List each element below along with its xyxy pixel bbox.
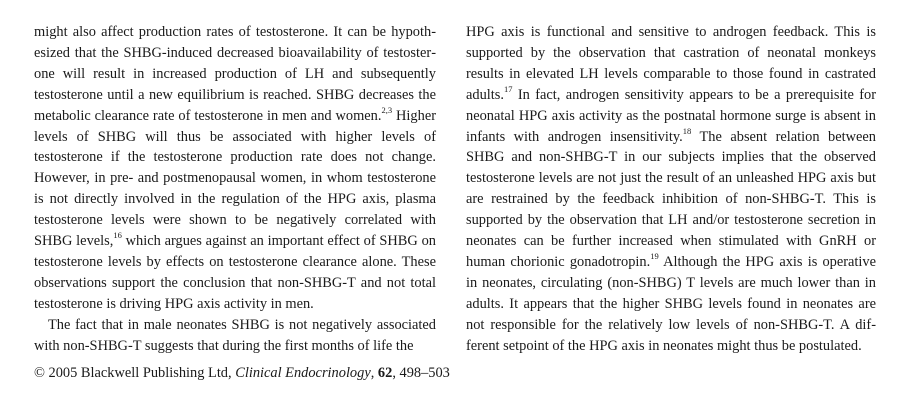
right-column [466, 22, 876, 357]
citation: 17 [503, 83, 513, 94]
body-text: In fact, androgen sensitivity appears to be a prerequisite for neonatal HPG axis activity as the postnatal hormone surge is absent in infants with androgen insensitivity. [466, 86, 876, 145]
body-text: Higher levels of SHBG will thus be associated with higher levels of testosterone if the testosterone production rate does not change. However, in pre- and postmenopausal women, in whom testosterone is not directly involved in the regulation of the HPG axis, plasma testosterone levels were shown to be negatively correlated with SHBG levels, [34, 107, 436, 250]
body-text: which argues against an important effect of SHBG on testosterone levels by effects on testosterone clearance alone. These observations support the conclusion that non-SHBG-T and not total testosterone is driving HPG axis activity in men. [34, 233, 436, 312]
paragraph [466, 22, 876, 357]
body-text: The fact that in male neonates SHBG is not negatively associated with non-SHBG-T suggests that during the first months of life the [34, 316, 436, 354]
citation: 16 [113, 230, 122, 241]
journal-volume: 62 [377, 365, 393, 381]
citation: 19 [650, 251, 659, 262]
left-column [34, 22, 436, 357]
journal-name: Clinical Endocrinology [235, 365, 371, 381]
journal-pages: , 498–503 [392, 365, 450, 381]
page-footer: © 2005 Blackwell Publishing Ltd, Clinical Endocrinology, 62, 498–503 [34, 365, 450, 381]
paragraph [34, 315, 436, 357]
paragraph [34, 22, 436, 315]
body-text: might also affect production rates of testosterone. It can be hypothesized that the SHBG-induced decreased bioavailability of testosterone will result in increased production of LH and subsequently testosterone until a new equilibrium is reached. SHBG decreases the metabolic clearance rate of testosterone in men and women. [34, 24, 436, 124]
body-text: Although the HPG axis is operative in neonates, circulating (non-SHBG) T levels are much lower than in adults. It appears that the higher SHBG levels found in neonates are not responsible for the relatively low levels of non-SHBG-T. A different setpoint of the HPG axis in neonates might thus be postulated. [466, 253, 877, 354]
citation: 18 [682, 125, 692, 136]
copyright-text: © 2005 Blackwell Publishing Ltd, [34, 365, 232, 381]
body-text: HPG axis is functional and sensitive to androgen feedback. This is supported by the observation that castration of neonatal monkeys results in elevated LH levels comparable to those found in castrated adults. [466, 24, 876, 103]
citation: 2,3 [381, 104, 393, 115]
body-text: The absent relation between SHBG and non-SHBG-T in our subjects implies that the observed testosterone levels are not just the result of an unleashed HPG axis but are restrained by the feedback inhibition of non-SHBG-T. This is supported by the observation that LH and/or testosterone secretion in neonates can be further increased when stimulated with GnRH or human chorionic gonadotropin. [466, 128, 876, 270]
